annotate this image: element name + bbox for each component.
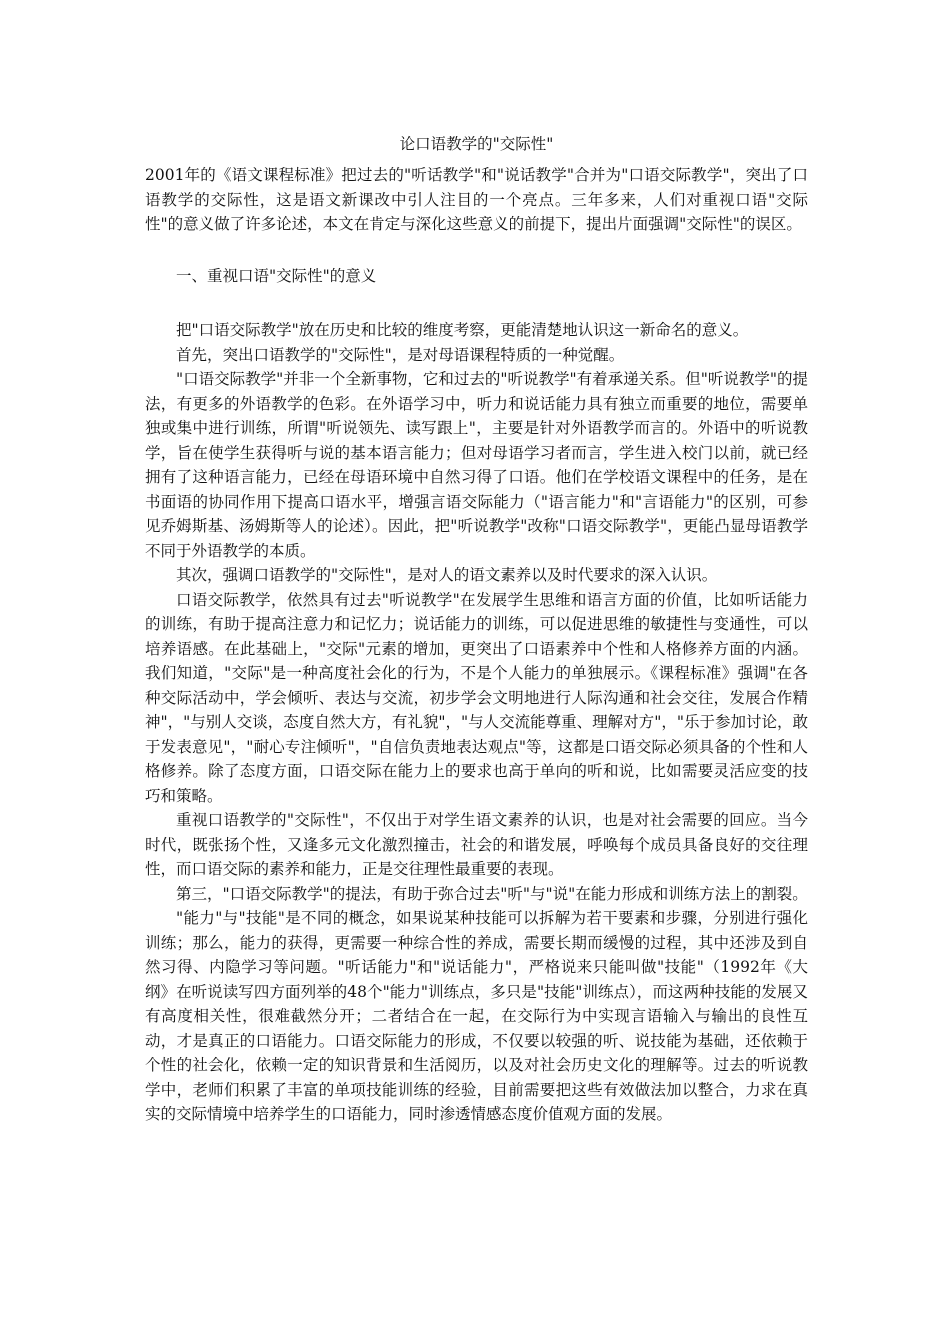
document-title: 论口语教学的"交际性" <box>399 135 554 153</box>
document-page <box>145 133 808 1127</box>
section-heading: 一、重视口语"交际性"的意义 <box>176 266 377 285</box>
body-paragraph: "口语交际教学"并非一个全新事物，它和过去的"听说教学"有着承递关系。但"听说教学"的提法，有更多的外语教学的色彩。在外语学习中，听力和说话能力具有独立而重要的地位，需要单独或集中进行训练，所谓"听说领先、读写跟上"，主要是针对外语教学而言的。外语中的听说教学，旨在使学生获得听与说的基本语言能力；但对母语学习者而言，学生进入校门以前，就已经拥有了这种语言能力，已经在母语环境中自然习得了口语。他们在学校语文课程中的任务，是在书面语的协同作用下提高口语水平，增强言语交际能力（"语言能力"和"言语能力"的区别，可参见乔姆斯基、汤姆斯等人的论述）。因此，把"听说教学"改称"口语交际教学"，更能凸显母语教学不同于外语教学的本质。 <box>145 370 808 560</box>
body-paragraph: 口语交际教学，依然具有过去"听说教学"在发展学生思维和语言方面的价值，比如听话能力的训练，有助于提高注意力和记忆力；说话能力的训练，可以促进思维的敏捷性与变通性，可以培养语感。在此基础上，"交际"元素的增加，更突出了口语素养中个性和人格修养方面的内涵。我们知道，"交际"是一种高度社会化的行为，不是个人能力的单独展示。《课程标准》强调"在各种交际活动中，学会倾听、表达与交流，初步学会文明地进行人际沟通和社会交往，发展合作精神"，"与别人交谈，态度自然大方，有礼貌"，"与人交流能尊重、理解对方"，"乐于参加讨论，敢于发表意见"，"耐心专注倾听"，"自信负责地表达观点"等，这都是口语交际必须具备的个性和人格修养。除了态度方面，口语交际在能力上的要求也高于单向的听和说，比如需要灵活应变的技巧和策略。 <box>145 590 808 805</box>
body-paragraph: 重视口语教学的"交际性"，不仅出于对学生语文素养的认识，也是对社会需要的回应。当今时代，既张扬个性，又逢多元文化激烈撞击，社会的和谐发展，呼唤每个成员具备良好的交往理性，而口语交际的素养和能力，正是交往理性最重要的表现。 <box>145 811 808 878</box>
body-paragraph: 首先，突出口语教学的"交际性"，是对母语课程特质的一种觉醒。 <box>176 345 625 364</box>
body-paragraph: 其次，强调口语教学的"交际性"，是对人的语文素养以及时代要求的深入认识。 <box>176 566 718 584</box>
body-paragraph: "能力"与"技能"是不同的概念，如果说某种技能可以拆解为若干要素和步骤，分别进行强化训练；那么，能力的获得，更需要一种综合性的养成，需要长期而缓慢的过程，其中还涉及到自然习得、内隐学习等问题。"听话能力"和"说话能力"，严格说来只能叫做"技能"（1992年《大纲》在听说读写四方面列举的48个"能力"训练点，多只是"技能"训练点），而这两种技能的发展又有高度相关性，很难截然分开；二者结合在一起，在交际行为中实现言语输入与输出的良性互动，才是真正的口语能力。口语交际能力的形成，不仅要以较强的听、说技能为基础，还依赖于个性的社会化，依赖一定的知识背景和生活阅历，以及对社会历史文化的理解等。过去的听说教学中，老师们积累了丰富的单项技能训练的经验，目前需要把这些有效做法加以整合，力求在真实的交际情境中培养学生的口语能力，同时渗透情感态度价值观方面的发展。 <box>145 909 808 1123</box>
body-paragraph: 第三，"口语交际教学"的提法，有助于弥合过去"听"与"说"在能力形成和训练方法上的割裂。 <box>176 884 808 903</box>
body-paragraph: 把"口语交际教学"放在历史和比较的维度考察，更能清楚地认识这一新命名的意义。 <box>176 321 749 339</box>
intro-paragraph: 2001年的《语文课程标准》把过去的"听话教学"和"说话教学"合并为"口语交际教学"，突出了口语教学的交际性，这是语文新课改中引人注目的一个亮点。三年多来，人们对重视口语"交际性"的意义做了许多论述，本文在肯定与深化这些意义的前提下，提出片面强调"交际性"的误区。 <box>145 166 808 233</box>
